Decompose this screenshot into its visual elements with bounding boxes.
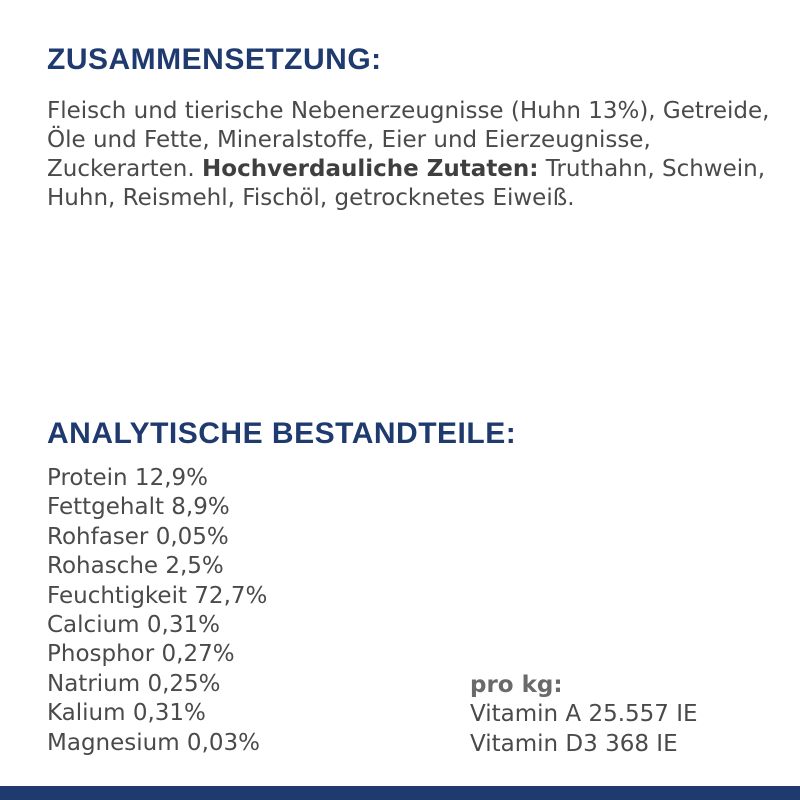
composition-text [47,97,777,213]
analysis-heading: ANALYTISCHE BESTANDTEILE: [47,417,517,450]
vitamin-d3-item: Vitamin D3 368 IE [470,730,678,757]
analysis-item-fat: Fettgehalt 8,9% [47,494,230,521]
bottom-bar [0,786,800,800]
analysis-item-fiber: Rohfaser 0,05% [47,523,229,550]
analysis-item-sodium: Natrium 0,25% [47,670,221,697]
analysis-list [47,464,267,758]
analysis-item-ash: Rohasche 2,5% [47,553,224,580]
analysis-item-protein: Protein 12,9% [47,465,208,491]
analysis-item-moisture: Feuchtigkeit 72,7% [47,582,268,609]
composition-text-part2: Truthahn, Schwein, Huhn, Reismehl, Fischöl, getrocknetes Eiweiß. [47,156,766,211]
per-kg-title: pro kg: [470,672,563,698]
composition-heading: ZUSAMMENSETZUNG: [47,43,382,76]
analysis-item-calcium: Calcium 0,31% [47,612,220,639]
analysis-item-phosphorus: Phosphor 0,27% [47,641,235,668]
digestible-ingredients-label: Hochverdauliche Zutaten: [202,156,539,182]
vitamin-a-item: Vitamin A 25.557 IE [470,701,698,728]
analysis-item-potassium: Kalium 0,31% [47,700,206,727]
composition-text-part1: Fleisch und tierische Nebenerzeugnisse (Huhn 13%), Getreide, Öle und Fette, Mineralstoffe, Eier und Eierzeugnisse, Zuckerarten. [47,98,770,182]
analysis-item-magnesium: Magnesium 0,03% [47,729,260,756]
per-kg-section [470,671,698,759]
per-kg-list [470,700,698,759]
